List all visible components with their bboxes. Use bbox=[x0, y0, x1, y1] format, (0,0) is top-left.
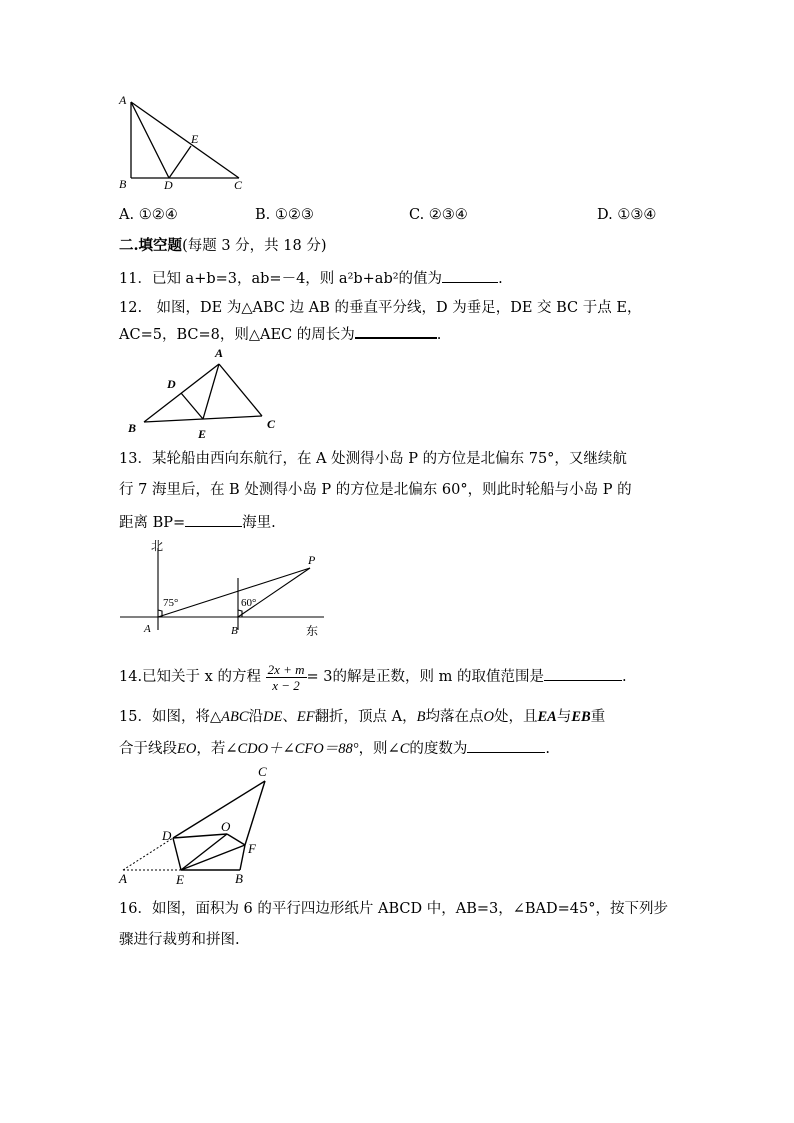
q15-text-1: 15．如图，将 bbox=[119, 709, 210, 725]
question-12-line1: 12. 如图，DE 为△ABC 边 AB 的垂直平分线，D 为垂足，DE 交 BC 于点 E， bbox=[119, 300, 642, 316]
label-b: B bbox=[231, 625, 238, 637]
q12-answer-blank[interactable] bbox=[355, 323, 437, 339]
option-b-value: ①②③ bbox=[274, 207, 314, 223]
q15-b: B bbox=[416, 709, 426, 725]
q15-text-8: 合于线段 bbox=[119, 741, 177, 757]
question-15-line2 bbox=[119, 738, 550, 758]
q15-angle-c: ∠C bbox=[387, 741, 410, 757]
label-a: A bbox=[119, 93, 127, 107]
label-e: E bbox=[191, 132, 199, 146]
q15-text-3: 翻折，顶点 A， bbox=[314, 709, 417, 725]
q15-text-7: 重 bbox=[590, 709, 606, 725]
option-a-value: ①②④ bbox=[138, 207, 178, 223]
label-a: A bbox=[144, 623, 151, 635]
q11-period: . bbox=[498, 271, 503, 287]
question-11 bbox=[119, 268, 503, 288]
figure-q12 bbox=[124, 343, 289, 443]
question-13-line1: 13．某轮船由西向东航行，在 A 处测得小岛 P 的方位是北偏东 75°，又继续航 bbox=[119, 451, 627, 467]
q15-eb: EB bbox=[571, 709, 591, 725]
q15-text-4: 均落在点 bbox=[425, 709, 484, 725]
option-c bbox=[409, 206, 468, 224]
label-e: E bbox=[176, 872, 184, 887]
label-angle-75: 75° bbox=[163, 597, 179, 609]
q11-answer-blank[interactable] bbox=[442, 268, 498, 283]
option-d bbox=[597, 206, 656, 224]
q15-eo: EO bbox=[177, 741, 197, 757]
q12-period: . bbox=[436, 327, 442, 343]
label-p: P bbox=[308, 553, 316, 567]
q15-text-5: 处，且 bbox=[494, 709, 538, 725]
q15-ea: EA bbox=[537, 709, 557, 725]
option-b bbox=[255, 206, 314, 224]
label-a: A bbox=[215, 346, 224, 360]
label-c: C bbox=[234, 178, 243, 192]
q13-text: 距离 BP= bbox=[119, 515, 186, 531]
question-16-line1: 16．如图，面积为 6 的平行四边形纸片 ABCD 中，AB=3，∠BAD=45°，按下列步 bbox=[119, 901, 668, 917]
q15-de: DE bbox=[263, 709, 283, 725]
question-15-line1 bbox=[119, 708, 605, 726]
question-16-line2: 骤进行裁剪和拼图. bbox=[119, 932, 240, 948]
label-c: C bbox=[258, 764, 267, 779]
q14-text: 14.已知关于 x 的方程 bbox=[119, 669, 261, 685]
q15-triangle: △ABC bbox=[209, 709, 249, 725]
q15-condition: ∠CDO＋∠CFO＝88° bbox=[225, 741, 359, 757]
question-13-line2: 行 7 海里后，在 B 处测得小岛 P 的方位是北偏东 60°，则此时轮船与小岛 P 的 bbox=[119, 482, 632, 498]
q15-text-10: ，则 bbox=[358, 741, 388, 757]
option-d-value: ①③④ bbox=[617, 207, 657, 223]
label-d: D bbox=[167, 377, 176, 391]
label-north: 北 bbox=[151, 539, 164, 553]
label-o: O bbox=[221, 819, 231, 834]
label-f: F bbox=[248, 841, 256, 856]
label-angle-60: 60° bbox=[241, 597, 257, 609]
option-b-key: B. bbox=[255, 207, 271, 223]
q12-text: AC=5，BC=8，则△AEC 的周长为 bbox=[119, 327, 355, 343]
label-b: B bbox=[235, 871, 243, 886]
figure-q10 bbox=[115, 92, 255, 197]
q15-period: . bbox=[545, 741, 550, 757]
q15-sep: 、 bbox=[282, 709, 297, 725]
q14-answer-blank[interactable] bbox=[544, 666, 622, 681]
question-14 bbox=[119, 660, 627, 694]
figure-q15 bbox=[115, 762, 275, 892]
question-12-line2 bbox=[119, 323, 441, 344]
q13-unit: 海里. bbox=[242, 515, 276, 531]
label-c: C bbox=[267, 417, 276, 431]
option-a bbox=[119, 206, 178, 224]
q14-text-2: 的解是正数，则 m 的取值范围是 bbox=[332, 669, 544, 685]
q14-period: . bbox=[621, 669, 627, 685]
q15-ef: EF bbox=[296, 709, 315, 725]
q15-text-9: ，若 bbox=[196, 741, 226, 757]
section-title: 二.填空题 bbox=[119, 237, 183, 254]
q15-answer-blank[interactable] bbox=[467, 738, 545, 753]
label-d: D bbox=[162, 828, 172, 843]
q14-fraction bbox=[266, 662, 307, 693]
option-a-key: A. bbox=[119, 207, 135, 223]
label-east: 东 bbox=[306, 624, 319, 638]
option-d-key: D. bbox=[597, 207, 613, 223]
option-c-value: ②③④ bbox=[428, 207, 468, 223]
section-heading bbox=[119, 237, 327, 255]
label-a: A bbox=[119, 871, 127, 886]
label-e: E bbox=[198, 427, 207, 441]
question-13-line3 bbox=[119, 512, 276, 532]
q15-text-6: 与 bbox=[556, 709, 572, 725]
q14-equals: = 3 bbox=[306, 669, 333, 685]
q14-numerator: 2x + m bbox=[267, 661, 305, 677]
option-c-key: C. bbox=[409, 207, 425, 223]
q13-answer-blank[interactable] bbox=[185, 512, 242, 527]
label-b: B bbox=[128, 421, 137, 435]
label-b: B bbox=[119, 177, 127, 191]
q15-o: O bbox=[483, 709, 494, 725]
section-note: (每题 3 分，共 18 分) bbox=[182, 238, 327, 254]
q14-denominator: x − 2 bbox=[272, 677, 300, 693]
q15-text-2: 沿 bbox=[248, 709, 263, 725]
q11-text: 11．已知 a+b=3，ab=－4，则 a²b+ab²的值为 bbox=[119, 271, 443, 287]
label-d: D bbox=[164, 178, 173, 192]
q15-text-11: 的度数为 bbox=[409, 741, 468, 757]
figure-q13 bbox=[120, 540, 330, 640]
